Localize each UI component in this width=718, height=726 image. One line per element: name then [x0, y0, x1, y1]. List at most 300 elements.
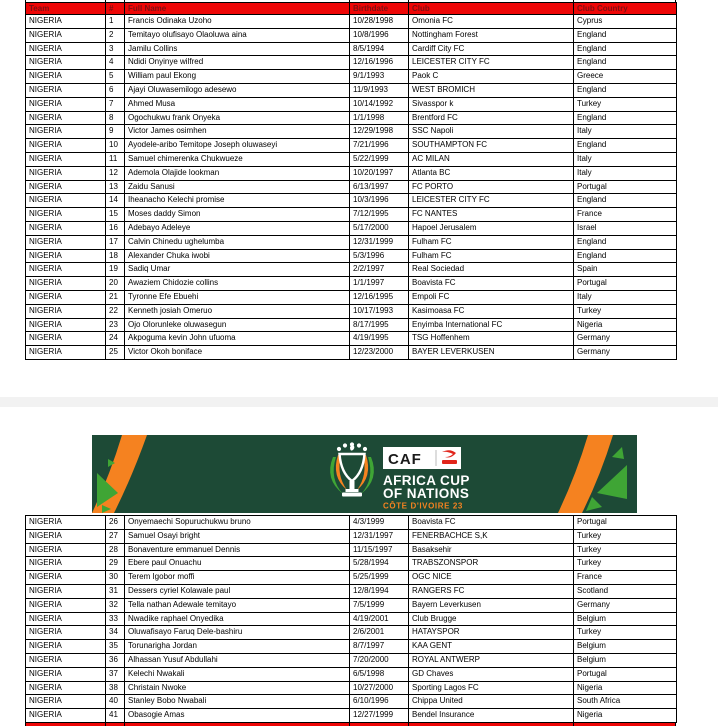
- table-row: [26, 626, 677, 640]
- cell-name: Stanley Bobo Nwabali: [125, 695, 350, 709]
- cell-country: Turkey: [574, 543, 677, 557]
- cell-country: Germany: [574, 332, 677, 346]
- cell-country: Nigeria: [574, 318, 677, 332]
- cell-birthdate: 5/3/1996: [350, 249, 409, 263]
- cell-country: England: [574, 249, 677, 263]
- cell-team: NIGERIA: [26, 598, 106, 612]
- cell-birthdate: 5/17/2000: [350, 221, 409, 235]
- cell-num: 26: [106, 516, 125, 530]
- cell-name: Ogochukwu frank Onyeka: [125, 111, 350, 125]
- cell-num: 8: [106, 111, 125, 125]
- cell-team: NIGERIA: [26, 111, 106, 125]
- cell-club: KAA GENT: [409, 640, 574, 654]
- cell-country: Portugal: [574, 277, 677, 291]
- cell-club: Bayern Leverkusen: [409, 598, 574, 612]
- cell-club: RANGERS FC: [409, 584, 574, 598]
- cell-country: Turkey: [574, 626, 677, 640]
- cell-club: TSG Hoffenhem: [409, 332, 574, 346]
- cell-club: FC NANTES: [409, 208, 574, 222]
- cell-club: FC PORTO: [409, 180, 574, 194]
- cell-birthdate: 8/5/1994: [350, 42, 409, 56]
- cell-country: France: [574, 571, 677, 585]
- cell-num: 38: [106, 681, 125, 695]
- cell-team: NIGERIA: [26, 557, 106, 571]
- cell-team: NIGERIA: [26, 709, 106, 723]
- table-header-row: [26, 3, 677, 15]
- cell-club: Sporting Lagos FC: [409, 681, 574, 695]
- cell-club: TRABSZONSPOR: [409, 557, 574, 571]
- cell-country: Germany: [574, 598, 677, 612]
- cell-birthdate: 12/16/1995: [350, 290, 409, 304]
- cell-birthdate: 11/9/1993: [350, 83, 409, 97]
- cell-country: Italy: [574, 125, 677, 139]
- cell-birthdate: 1/1/1998: [350, 111, 409, 125]
- table-row: [26, 111, 677, 125]
- cell-team: NIGERIA: [26, 304, 106, 318]
- cell-name: Onyemaechi Sopuruchukwu bruno: [125, 516, 350, 530]
- table-row: [26, 529, 677, 543]
- cell-team: NIGERIA: [26, 97, 106, 111]
- cell-club: Sivasspor k: [409, 97, 574, 111]
- caf-logo-text: CAF: [388, 451, 422, 468]
- cell-birthdate: 5/28/1994: [350, 557, 409, 571]
- cell-num: 6: [106, 83, 125, 97]
- cell-birthdate: 8/17/1995: [350, 318, 409, 332]
- cell-birthdate: 10/17/1993: [350, 304, 409, 318]
- cell-name: Francis Odinaka Uzoho: [125, 15, 350, 29]
- table-row: [26, 318, 677, 332]
- cell-team: NIGERIA: [26, 221, 106, 235]
- table-row: [26, 249, 677, 263]
- cell-club: LEICESTER CITY FC: [409, 194, 574, 208]
- table-row: [26, 640, 677, 654]
- cell-name: Bonaventure emmanuel Dennis: [125, 543, 350, 557]
- cell-club: Cardiff City FC: [409, 42, 574, 56]
- table-row: [26, 42, 677, 56]
- cell-name: Jamilu Collins: [125, 42, 350, 56]
- cell-num: 19: [106, 263, 125, 277]
- banner-edition-text: CÔTE D'IVOIRE 23: [383, 501, 463, 511]
- col-header-full-name: Full Name: [125, 3, 350, 15]
- cell-name: Moses daddy Simon: [125, 208, 350, 222]
- table-body-part1: [26, 15, 677, 360]
- cell-country: Italy: [574, 152, 677, 166]
- table-row: [26, 28, 677, 42]
- cell-club: Boavista FC: [409, 277, 574, 291]
- cell-num: 32: [106, 598, 125, 612]
- cell-birthdate: 7/21/1996: [350, 139, 409, 153]
- cell-birthdate: 6/13/1997: [350, 180, 409, 194]
- cell-team: NIGERIA: [26, 516, 106, 530]
- cell-name: Iheanacho Kelechi promise: [125, 194, 350, 208]
- cell-num: 23: [106, 318, 125, 332]
- cell-num: 12: [106, 166, 125, 180]
- cell-num: 10: [106, 139, 125, 153]
- cell-name: Ebere paul Onuachu: [125, 557, 350, 571]
- table-row: [26, 584, 677, 598]
- cell-country: Belgium: [574, 640, 677, 654]
- cell-birthdate: 7/20/2000: [350, 653, 409, 667]
- cell-club: LEICESTER CITY FC: [409, 56, 574, 70]
- cell-country: Greece: [574, 70, 677, 84]
- cell-birthdate: 10/14/1992: [350, 97, 409, 111]
- cell-num: 16: [106, 221, 125, 235]
- cell-num: 17: [106, 235, 125, 249]
- cell-team: NIGERIA: [26, 626, 106, 640]
- cell-country: Portugal: [574, 667, 677, 681]
- cell-name: Kenneth josiah Omeruo: [125, 304, 350, 318]
- cell-name: Obasogie Amas: [125, 709, 350, 723]
- table-row: [26, 277, 677, 291]
- partial-header-row-bottom: [25, 722, 676, 726]
- cell-birthdate: 12/23/2000: [350, 346, 409, 360]
- cell-num: 31: [106, 584, 125, 598]
- cell-birthdate: 6/5/1998: [350, 667, 409, 681]
- table-row: [26, 598, 677, 612]
- cell-team: NIGERIA: [26, 28, 106, 42]
- cell-num: 27: [106, 529, 125, 543]
- cell-name: Alhassan Yusuf Abdullahi: [125, 653, 350, 667]
- cell-name: Ademola Olajide lookman: [125, 166, 350, 180]
- cell-birthdate: 4/19/1995: [350, 332, 409, 346]
- cell-num: 33: [106, 612, 125, 626]
- afcon-banner: [92, 435, 637, 513]
- cell-country: Turkey: [574, 97, 677, 111]
- cell-birthdate: 4/3/1999: [350, 516, 409, 530]
- caf-logo: [383, 447, 461, 469]
- table-row: [26, 695, 677, 709]
- cell-country: England: [574, 111, 677, 125]
- cell-club: Brentford FC: [409, 111, 574, 125]
- cell-birthdate: 10/28/1998: [350, 15, 409, 29]
- col-header-team: Team: [26, 3, 106, 15]
- cell-club: Basaksehir: [409, 543, 574, 557]
- cell-birthdate: 7/5/1999: [350, 598, 409, 612]
- cell-team: NIGERIA: [26, 263, 106, 277]
- cell-num: 25: [106, 346, 125, 360]
- cell-country: Turkey: [574, 304, 677, 318]
- cell-name: Christain Nwoke: [125, 681, 350, 695]
- cell-birthdate: 10/27/2000: [350, 681, 409, 695]
- banner-title-line1: AFRICA CUP: [383, 473, 470, 488]
- cell-name: Ajayi Oluwasemilogo adesewo: [125, 83, 350, 97]
- table-row: [26, 125, 677, 139]
- cell-country: Italy: [574, 290, 677, 304]
- banner-title-line2: OF NATIONS: [383, 486, 470, 501]
- cell-name: Ndidi Onyinye wilfred: [125, 56, 350, 70]
- cell-country: France: [574, 208, 677, 222]
- cell-name: Torunarigha Jordan: [125, 640, 350, 654]
- cell-name: Oluwafisayo Faruq Dele-bashiru: [125, 626, 350, 640]
- cell-name: Tyronne Efe Ebuehi: [125, 290, 350, 304]
- table-row: [26, 653, 677, 667]
- cell-name: Akpoguma kevin John ufuoma: [125, 332, 350, 346]
- cell-country: England: [574, 56, 677, 70]
- cell-team: NIGERIA: [26, 543, 106, 557]
- cell-country: Belgium: [574, 653, 677, 667]
- squad-table-part2: [25, 515, 677, 723]
- cell-club: SOUTHAMPTON FC: [409, 139, 574, 153]
- cell-club: BAYER LEVERKUSEN: [409, 346, 574, 360]
- cell-name: Victor James osimhen: [125, 125, 350, 139]
- cell-team: NIGERIA: [26, 667, 106, 681]
- cell-club: Nottingham Forest: [409, 28, 574, 42]
- col-header-club-country: Club Country: [574, 3, 677, 15]
- cell-birthdate: 2/2/1997: [350, 263, 409, 277]
- cell-num: 15: [106, 208, 125, 222]
- cell-country: Cyprus: [574, 15, 677, 29]
- cell-num: 14: [106, 194, 125, 208]
- cell-team: NIGERIA: [26, 235, 106, 249]
- cell-club: Fulham FC: [409, 235, 574, 249]
- table-row: [26, 180, 677, 194]
- cell-team: NIGERIA: [26, 290, 106, 304]
- cell-team: NIGERIA: [26, 56, 106, 70]
- cell-num: 40: [106, 695, 125, 709]
- cell-team: NIGERIA: [26, 695, 106, 709]
- cell-name: Samuel chimerenka Chukwueze: [125, 152, 350, 166]
- cell-country: England: [574, 194, 677, 208]
- cell-club: WEST BROMICH: [409, 83, 574, 97]
- cell-team: NIGERIA: [26, 180, 106, 194]
- cell-team: NIGERIA: [26, 584, 106, 598]
- cell-num: 5: [106, 70, 125, 84]
- cell-birthdate: 12/27/1999: [350, 709, 409, 723]
- cell-team: NIGERIA: [26, 70, 106, 84]
- cell-team: NIGERIA: [26, 277, 106, 291]
- cell-birthdate: 11/15/1997: [350, 543, 409, 557]
- table-body-part2: [26, 516, 677, 723]
- cell-country: South Africa: [574, 695, 677, 709]
- cell-num: 9: [106, 125, 125, 139]
- cell-name: Calvin Chinedu ughelumba: [125, 235, 350, 249]
- cell-name: Dessers cyriel Kolawale paul: [125, 584, 350, 598]
- cell-birthdate: 4/19/2001: [350, 612, 409, 626]
- squad-table-part1: [25, 2, 677, 360]
- table-row: [26, 235, 677, 249]
- cell-country: Nigeria: [574, 681, 677, 695]
- table-row: [26, 557, 677, 571]
- cell-team: NIGERIA: [26, 42, 106, 56]
- cell-name: Temitayo olufisayo Olaoluwa aina: [125, 28, 350, 42]
- cell-club: OGC NICE: [409, 571, 574, 585]
- cell-country: Scotland: [574, 584, 677, 598]
- cell-birthdate: 8/7/1997: [350, 640, 409, 654]
- cell-country: Belgium: [574, 612, 677, 626]
- table-row: [26, 681, 677, 695]
- cell-country: Portugal: [574, 180, 677, 194]
- cell-num: 34: [106, 626, 125, 640]
- cell-club: ROYAL ANTWERP: [409, 653, 574, 667]
- cell-name: Alexander Chuka iwobi: [125, 249, 350, 263]
- cell-num: 30: [106, 571, 125, 585]
- cell-club: Paok C: [409, 70, 574, 84]
- cell-country: Turkey: [574, 557, 677, 571]
- cell-team: NIGERIA: [26, 640, 106, 654]
- cell-num: 21: [106, 290, 125, 304]
- cell-birthdate: 1/1/1997: [350, 277, 409, 291]
- cell-country: England: [574, 139, 677, 153]
- cell-team: NIGERIA: [26, 529, 106, 543]
- table-row: [26, 194, 677, 208]
- cell-num: 4: [106, 56, 125, 70]
- table-row: [26, 571, 677, 585]
- table-row: [26, 346, 677, 360]
- cell-name: Sadiq Umar: [125, 263, 350, 277]
- table-row: [26, 543, 677, 557]
- cell-birthdate: 12/8/1994: [350, 584, 409, 598]
- cell-team: NIGERIA: [26, 208, 106, 222]
- cell-name: Tella nathan Adewale temitayo: [125, 598, 350, 612]
- cell-birthdate: 12/16/1996: [350, 56, 409, 70]
- cell-birthdate: 12/31/1999: [350, 235, 409, 249]
- cell-num: 13: [106, 180, 125, 194]
- cell-name: Ahmed Musa: [125, 97, 350, 111]
- cell-team: NIGERIA: [26, 139, 106, 153]
- cell-team: NIGERIA: [26, 152, 106, 166]
- col-header-birthdate: Birthdate: [350, 3, 409, 15]
- cell-num: 28: [106, 543, 125, 557]
- table-row: [26, 208, 677, 222]
- table-row: [26, 516, 677, 530]
- cell-team: NIGERIA: [26, 194, 106, 208]
- cell-birthdate: 12/31/1997: [350, 529, 409, 543]
- cell-team: NIGERIA: [26, 612, 106, 626]
- cell-birthdate: 5/22/1999: [350, 152, 409, 166]
- table-row: [26, 304, 677, 318]
- cell-club: Kasimoasa FC: [409, 304, 574, 318]
- cell-num: 3: [106, 42, 125, 56]
- cell-club: FENERBACHCE S,K: [409, 529, 574, 543]
- cell-country: Germany: [574, 346, 677, 360]
- table-row: [26, 612, 677, 626]
- cell-birthdate: 7/12/1995: [350, 208, 409, 222]
- cell-club: Enyimba International FC: [409, 318, 574, 332]
- cell-team: NIGERIA: [26, 318, 106, 332]
- cell-country: England: [574, 83, 677, 97]
- cell-country: Israel: [574, 221, 677, 235]
- cell-num: 22: [106, 304, 125, 318]
- table-row: [26, 56, 677, 70]
- table-row: [26, 83, 677, 97]
- cell-num: 7: [106, 97, 125, 111]
- cell-birthdate: 6/10/1996: [350, 695, 409, 709]
- cell-birthdate: 12/29/1998: [350, 125, 409, 139]
- cell-country: Spain: [574, 263, 677, 277]
- cell-name: Ayodele-aribo Temitope Joseph oluwaseyi: [125, 139, 350, 153]
- page-separator-band: [0, 397, 718, 407]
- cell-num: 35: [106, 640, 125, 654]
- cell-birthdate: 10/8/1996: [350, 28, 409, 42]
- cell-num: 18: [106, 249, 125, 263]
- cell-num: 1: [106, 15, 125, 29]
- table-row: [26, 709, 677, 723]
- cell-team: NIGERIA: [26, 332, 106, 346]
- cell-team: NIGERIA: [26, 249, 106, 263]
- table-row: [26, 667, 677, 681]
- cell-team: NIGERIA: [26, 83, 106, 97]
- cell-country: England: [574, 235, 677, 249]
- cell-country: Italy: [574, 166, 677, 180]
- cell-num: 11: [106, 152, 125, 166]
- table-row: [26, 290, 677, 304]
- cell-birthdate: 10/3/1996: [350, 194, 409, 208]
- cell-club: Omonia FC: [409, 15, 574, 29]
- cell-club: Atlanta BC: [409, 166, 574, 180]
- cell-club: Real Sociedad: [409, 263, 574, 277]
- col-header-club: Club: [409, 3, 574, 15]
- cell-team: NIGERIA: [26, 571, 106, 585]
- table-row: [26, 139, 677, 153]
- table-row: [26, 263, 677, 277]
- table-row: [26, 221, 677, 235]
- cell-name: Awaziem Chidozie collins: [125, 277, 350, 291]
- cell-birthdate: 10/20/1997: [350, 166, 409, 180]
- col-header-number: #: [106, 3, 125, 15]
- cell-num: 29: [106, 557, 125, 571]
- cell-birthdate: 5/25/1999: [350, 571, 409, 585]
- cell-birthdate: 9/1/1993: [350, 70, 409, 84]
- cell-name: Adebayo Adeleye: [125, 221, 350, 235]
- cell-club: Empoli FC: [409, 290, 574, 304]
- cell-name: Samuel Osayi bright: [125, 529, 350, 543]
- cell-name: Victor Okoh boniface: [125, 346, 350, 360]
- cell-team: NIGERIA: [26, 681, 106, 695]
- cell-team: NIGERIA: [26, 653, 106, 667]
- cell-team: NIGERIA: [26, 346, 106, 360]
- cell-name: Terem Igobor moffi: [125, 571, 350, 585]
- table-row: [26, 15, 677, 29]
- cell-club: Bendel Insurance: [409, 709, 574, 723]
- table-row: [26, 152, 677, 166]
- cell-num: 2: [106, 28, 125, 42]
- table-row: [26, 70, 677, 84]
- cell-club: Club Brugge: [409, 612, 574, 626]
- cell-club: Chippa United: [409, 695, 574, 709]
- cell-name: Zaidu Sanusi: [125, 180, 350, 194]
- cell-name: Kelechi Nwakali: [125, 667, 350, 681]
- cell-country: Nigeria: [574, 709, 677, 723]
- cell-country: England: [574, 42, 677, 56]
- cell-name: William paul Ekong: [125, 70, 350, 84]
- cell-club: HATAYSPOR: [409, 626, 574, 640]
- table-row: [26, 332, 677, 346]
- cell-name: Ojo Olorunleke oluwasegun: [125, 318, 350, 332]
- cell-club: GD Chaves: [409, 667, 574, 681]
- cell-num: 37: [106, 667, 125, 681]
- cell-team: NIGERIA: [26, 166, 106, 180]
- cell-num: 36: [106, 653, 125, 667]
- cell-num: 24: [106, 332, 125, 346]
- cell-num: 20: [106, 277, 125, 291]
- cell-club: SSC Napoli: [409, 125, 574, 139]
- cell-team: NIGERIA: [26, 15, 106, 29]
- cell-num: 41: [106, 709, 125, 723]
- cell-team: NIGERIA: [26, 125, 106, 139]
- table-row: [26, 166, 677, 180]
- cell-country: England: [574, 28, 677, 42]
- cell-club: AC MILAN: [409, 152, 574, 166]
- afcon-banner-graphic: [92, 435, 637, 513]
- cell-name: Nwadike raphael Onyedika: [125, 612, 350, 626]
- cell-birthdate: 2/6/2001: [350, 626, 409, 640]
- cell-club: Boavista FC: [409, 516, 574, 530]
- table-row: [26, 97, 677, 111]
- cell-club: Fulham FC: [409, 249, 574, 263]
- cell-club: Hapoel Jerusalem: [409, 221, 574, 235]
- cell-country: Turkey: [574, 529, 677, 543]
- cell-country: Portugal: [574, 516, 677, 530]
